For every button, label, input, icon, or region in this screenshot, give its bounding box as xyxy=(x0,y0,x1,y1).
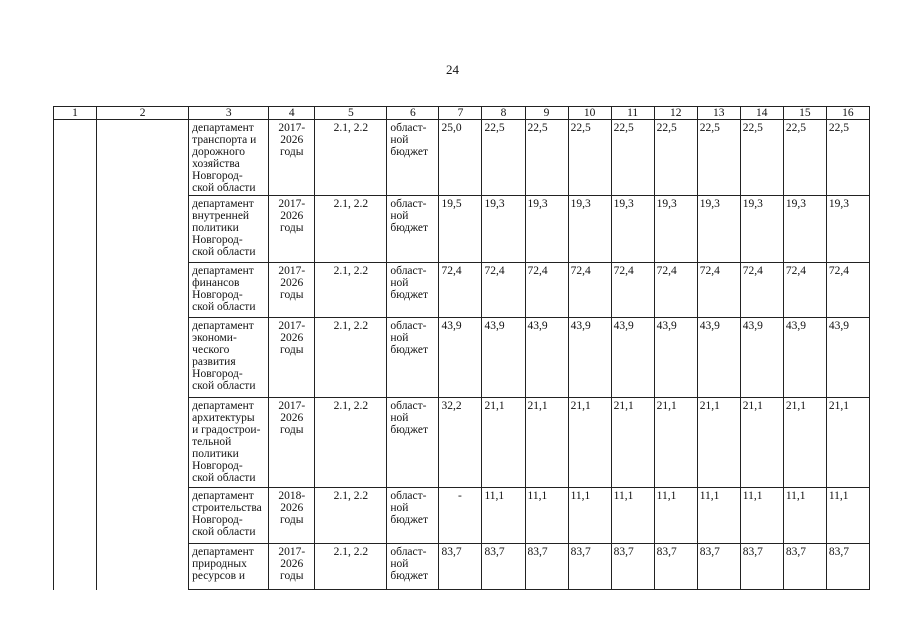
value-cell-9: 72,4 xyxy=(525,263,568,318)
value-cell-9: 83,7 xyxy=(525,544,568,590)
funding-source-cell: област- ной бюджет xyxy=(387,196,439,263)
value-cell-8: 11,1 xyxy=(482,488,525,544)
value-cell-10: 83,7 xyxy=(568,544,611,590)
col-1-empty xyxy=(54,120,97,590)
value-cell-14: 19,3 xyxy=(740,196,783,263)
department-cell: департамент финансов Новгород- ской области xyxy=(189,263,269,318)
value-cell-7: 72,4 xyxy=(439,263,482,318)
value-cell-16: 19,3 xyxy=(826,196,869,263)
years-cell: 2017- 2026 годы xyxy=(269,398,315,488)
points-cell: 2.1, 2.2 xyxy=(315,488,387,544)
value-cell-11: 11,1 xyxy=(611,488,654,544)
value-cell-7: 32,2 xyxy=(439,398,482,488)
value-cell-11: 19,3 xyxy=(611,196,654,263)
col-2-empty xyxy=(97,120,189,590)
value-cell-12: 43,9 xyxy=(654,318,697,398)
department-cell: департамент транспорта и дорожного хозяйства Новгород- ской области xyxy=(189,120,269,196)
years-cell: 2017- 2026 годы xyxy=(269,196,315,263)
points-cell: 2.1, 2.2 xyxy=(315,398,387,488)
points-cell: 2.1, 2.2 xyxy=(315,544,387,590)
value-cell-15: 22,5 xyxy=(783,120,826,196)
funding-source-cell: област- ной бюджет xyxy=(387,488,439,544)
value-cell-12: 72,4 xyxy=(654,263,697,318)
column-number-3: 3 xyxy=(189,107,269,120)
column-number-10: 10 xyxy=(568,107,611,120)
column-number-row xyxy=(54,107,870,120)
value-cell-11: 21,1 xyxy=(611,398,654,488)
funding-source-cell: област- ной бюджет xyxy=(387,544,439,590)
column-number-11: 11 xyxy=(611,107,654,120)
value-cell-7: 25,0 xyxy=(439,120,482,196)
column-number-4: 4 xyxy=(269,107,315,120)
value-cell-13: 19,3 xyxy=(697,196,740,263)
table-body xyxy=(54,107,870,590)
value-cell-15: 11,1 xyxy=(783,488,826,544)
department-cell: департамент архитектуры и градострои- тельной политики Новгород- ской области xyxy=(189,398,269,488)
department-cell: департамент строительства Новгород- ской области xyxy=(189,488,269,544)
points-cell: 2.1, 2.2 xyxy=(315,318,387,398)
value-cell-10: 22,5 xyxy=(568,120,611,196)
value-cell-9: 21,1 xyxy=(525,398,568,488)
column-number-14: 14 xyxy=(740,107,783,120)
value-cell-9: 43,9 xyxy=(525,318,568,398)
years-cell: 2017- 2026 годы xyxy=(269,263,315,318)
value-cell-7: 43,9 xyxy=(439,318,482,398)
value-cell-13: 83,7 xyxy=(697,544,740,590)
column-number-1: 1 xyxy=(54,107,97,120)
budget-table-wrapper xyxy=(53,106,870,598)
value-cell-10: 72,4 xyxy=(568,263,611,318)
column-number-5: 5 xyxy=(315,107,387,120)
years-cell: 2017- 2026 годы xyxy=(269,544,315,590)
department-cell: департамент природных ресурсов и xyxy=(189,544,269,590)
value-cell-10: 43,9 xyxy=(568,318,611,398)
value-cell-12: 21,1 xyxy=(654,398,697,488)
column-number-7: 7 xyxy=(439,107,482,120)
column-number-2: 2 xyxy=(97,107,189,120)
value-cell-13: 22,5 xyxy=(697,120,740,196)
value-cell-16: 43,9 xyxy=(826,318,869,398)
value-cell-8: 43,9 xyxy=(482,318,525,398)
value-cell-13: 43,9 xyxy=(697,318,740,398)
column-number-13: 13 xyxy=(697,107,740,120)
value-cell-8: 72,4 xyxy=(482,263,525,318)
value-cell-14: 21,1 xyxy=(740,398,783,488)
value-cell-14: 72,4 xyxy=(740,263,783,318)
value-cell-15: 19,3 xyxy=(783,196,826,263)
value-cell-14: 43,9 xyxy=(740,318,783,398)
value-cell-7: 19,5 xyxy=(439,196,482,263)
value-cell-8: 22,5 xyxy=(482,120,525,196)
funding-source-cell: област- ной бюджет xyxy=(387,318,439,398)
value-cell-12: 22,5 xyxy=(654,120,697,196)
value-cell-12: 11,1 xyxy=(654,488,697,544)
years-cell: 2017- 2026 годы xyxy=(269,120,315,196)
value-cell-16: 72,4 xyxy=(826,263,869,318)
column-number-12: 12 xyxy=(654,107,697,120)
budget-table xyxy=(53,106,870,590)
funding-source-cell: област- ной бюджет xyxy=(387,120,439,196)
department-cell: департамент экономи- ческого развития Новгород- ской области xyxy=(189,318,269,398)
value-cell-15: 83,7 xyxy=(783,544,826,590)
points-cell: 2.1, 2.2 xyxy=(315,120,387,196)
value-cell-13: 72,4 xyxy=(697,263,740,318)
value-cell-11: 72,4 xyxy=(611,263,654,318)
value-cell-14: 11,1 xyxy=(740,488,783,544)
value-cell-14: 22,5 xyxy=(740,120,783,196)
value-cell-10: 21,1 xyxy=(568,398,611,488)
value-cell-15: 43,9 xyxy=(783,318,826,398)
points-cell: 2.1, 2.2 xyxy=(315,263,387,318)
department-cell: департамент внутренней политики Новгород- ской области xyxy=(189,196,269,263)
value-cell-11: 43,9 xyxy=(611,318,654,398)
value-cell-10: 11,1 xyxy=(568,488,611,544)
table-row xyxy=(54,120,870,196)
column-number-8: 8 xyxy=(482,107,525,120)
years-cell: 2018- 2026 годы xyxy=(269,488,315,544)
value-cell-12: 19,3 xyxy=(654,196,697,263)
funding-source-cell: област- ной бюджет xyxy=(387,398,439,488)
value-cell-8: 19,3 xyxy=(482,196,525,263)
value-cell-13: 21,1 xyxy=(697,398,740,488)
value-cell-9: 22,5 xyxy=(525,120,568,196)
value-cell-16: 21,1 xyxy=(826,398,869,488)
value-cell-8: 83,7 xyxy=(482,544,525,590)
value-cell-16: 83,7 xyxy=(826,544,869,590)
value-cell-12: 83,7 xyxy=(654,544,697,590)
value-cell-8: 21,1 xyxy=(482,398,525,488)
column-number-15: 15 xyxy=(783,107,826,120)
value-cell-11: 22,5 xyxy=(611,120,654,196)
column-number-6: 6 xyxy=(387,107,439,120)
points-cell: 2.1, 2.2 xyxy=(315,196,387,263)
value-cell-7: - xyxy=(439,488,482,544)
value-cell-16: 22,5 xyxy=(826,120,869,196)
value-cell-15: 72,4 xyxy=(783,263,826,318)
funding-source-cell: област- ной бюджет xyxy=(387,263,439,318)
column-number-9: 9 xyxy=(525,107,568,120)
value-cell-9: 11,1 xyxy=(525,488,568,544)
years-cell: 2017- 2026 годы xyxy=(269,318,315,398)
value-cell-14: 83,7 xyxy=(740,544,783,590)
value-cell-10: 19,3 xyxy=(568,196,611,263)
column-number-16: 16 xyxy=(826,107,869,120)
value-cell-13: 11,1 xyxy=(697,488,740,544)
value-cell-7: 83,7 xyxy=(439,544,482,590)
value-cell-16: 11,1 xyxy=(826,488,869,544)
value-cell-11: 83,7 xyxy=(611,544,654,590)
value-cell-15: 21,1 xyxy=(783,398,826,488)
page-number: 24 xyxy=(446,62,459,77)
value-cell-9: 19,3 xyxy=(525,196,568,263)
